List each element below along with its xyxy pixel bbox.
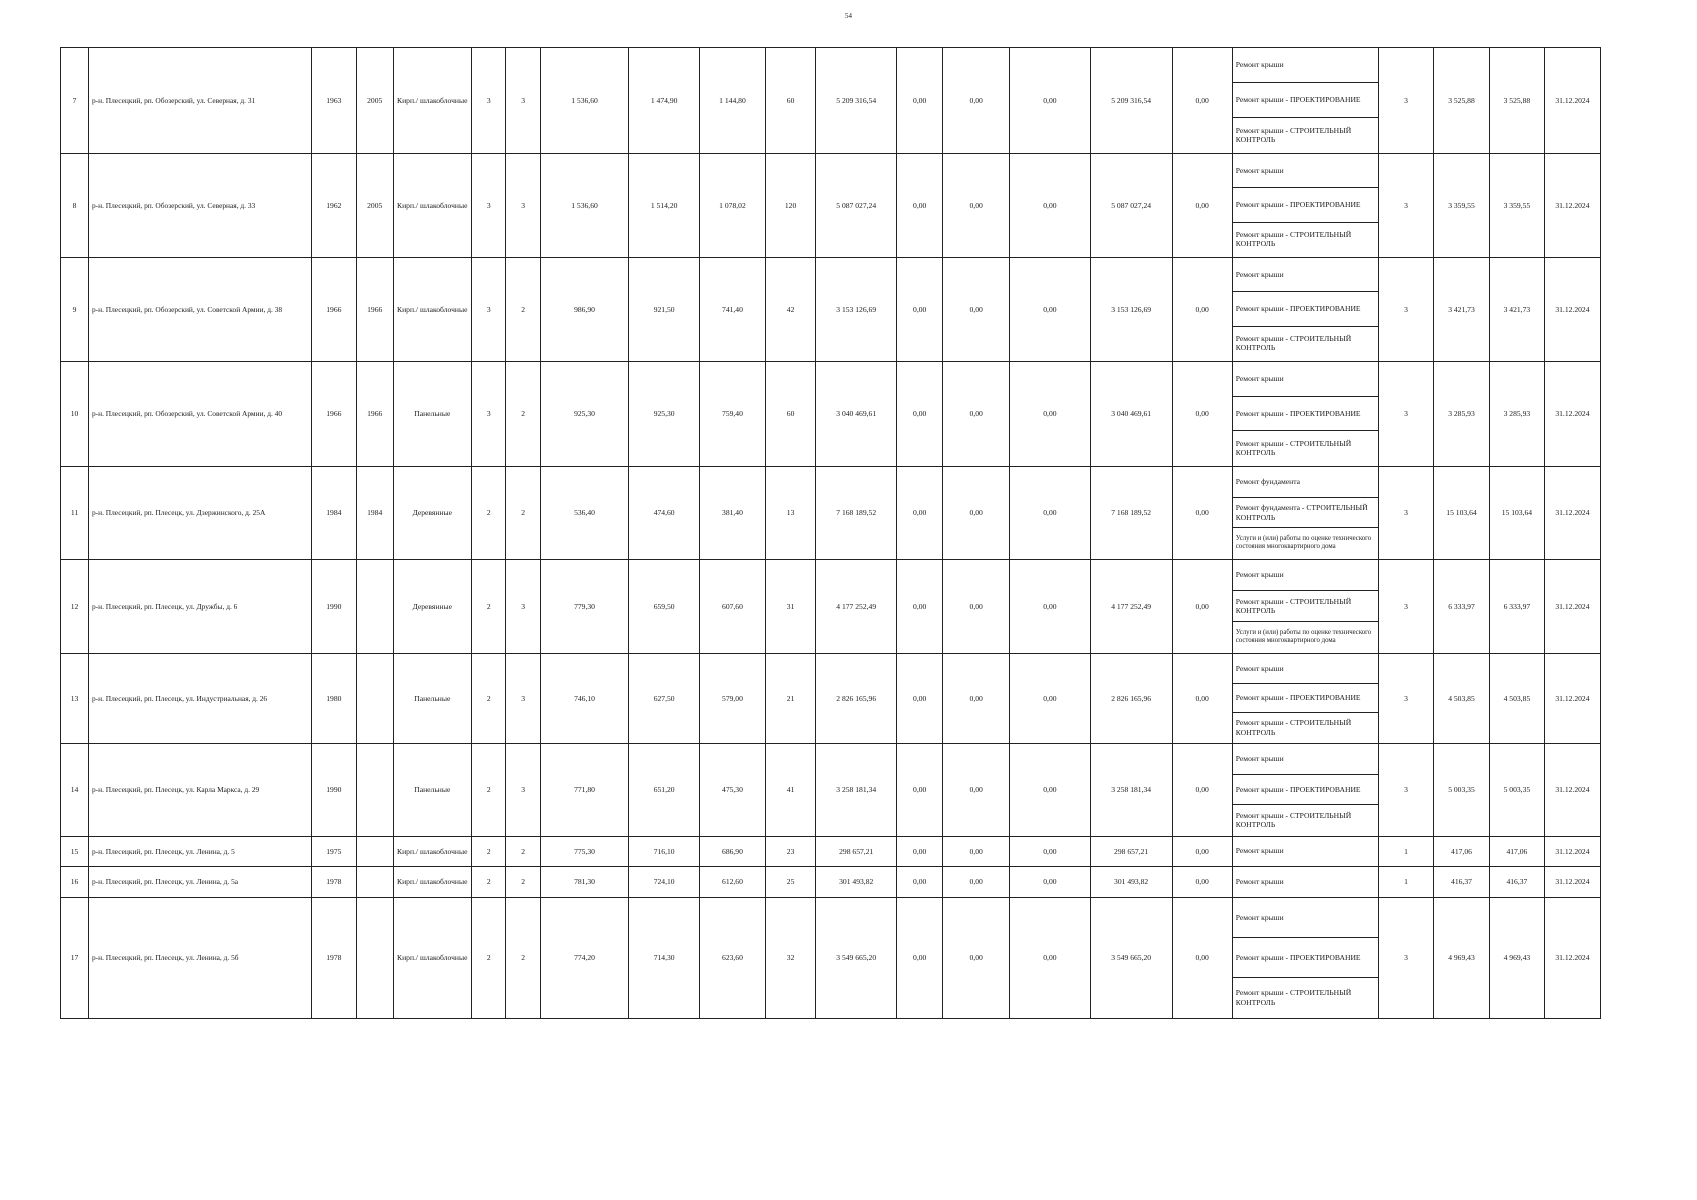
residents-cell: 60 (765, 362, 816, 467)
living-area-cell: 659,50 (629, 560, 700, 654)
living-area-cell: 925,30 (629, 362, 700, 467)
entrances-cell: 2 (506, 837, 540, 867)
total-cost-cell: 7 168 189,52 (816, 467, 897, 560)
year-renovation-cell: 1984 (356, 467, 393, 560)
fund-cell: 0,00 (897, 154, 943, 258)
wall-material-cell: Панельные (393, 744, 472, 837)
work-count-cell: 3 (1379, 654, 1434, 744)
wall-material-cell: Кирп./ шлакоблочные (393, 898, 472, 1019)
work-item: Ремонт крыши (1235, 754, 1284, 764)
work-count-cell: 3 (1379, 154, 1434, 258)
total-cost-cell: 3 258 181,34 (816, 744, 897, 837)
row-number: 7 (61, 48, 89, 154)
floors-cell: 2 (472, 898, 506, 1019)
owners-funds-cell: 3 549 665,20 (1090, 898, 1172, 1019)
residents-cell: 21 (765, 654, 816, 744)
year-built-cell: 1990 (311, 560, 356, 654)
regional-budget-cell: 0,00 (943, 744, 1010, 837)
year-renovation-cell (356, 867, 393, 898)
fund-cell: 0,00 (897, 48, 943, 154)
living-area-cell: 724,10 (629, 867, 700, 898)
residents-cell: 13 (765, 467, 816, 560)
floors-cell: 2 (472, 867, 506, 898)
address-cell: р-н. Плесецкий, рп. Плесецк, ул. Дружбы, д. 6 (88, 560, 311, 654)
work-item: Ремонт крыши - ПРОЕКТИРОВАНИЕ (1233, 774, 1378, 805)
local-budget-cell: 0,00 (1010, 867, 1091, 898)
owners-funds-cell: 2 826 165,96 (1090, 654, 1172, 744)
work-item: Ремонт крыши - СТРОИТЕЛЬНЫЙ КОНТРОЛЬ (1233, 712, 1378, 742)
private-area-cell: 1 144,80 (700, 48, 766, 154)
owners-funds-cell: 5 209 316,54 (1090, 48, 1172, 154)
row-number: 12 (61, 560, 89, 654)
local-budget-cell: 0,00 (1010, 48, 1091, 154)
max-unit-cost-cell: 417,06 (1489, 837, 1544, 867)
fund-cell: 0,00 (897, 560, 943, 654)
fund-cell: 0,00 (897, 898, 943, 1019)
year-renovation-cell (356, 898, 393, 1019)
work-count-cell: 3 (1379, 362, 1434, 467)
total-cost-cell: 3 549 665,20 (816, 898, 897, 1019)
work-item: Ремонт крыши - СТРОИТЕЛЬНЫЙ КОНТРОЛЬ (1233, 430, 1378, 465)
local-budget-cell: 0,00 (1010, 258, 1091, 362)
total-area-cell: 775,30 (540, 837, 628, 867)
table-row (61, 837, 1601, 867)
deadline-cell: 31.12.2024 (1544, 258, 1600, 362)
living-area-cell: 714,30 (629, 898, 700, 1019)
regional-budget-cell: 0,00 (943, 48, 1010, 154)
year-renovation-cell: 1966 (356, 258, 393, 362)
work-item: Ремонт фундамента (1235, 477, 1301, 487)
work-item: Услуги и (или) работы по оценке технического состояния многоквартирного дома (1233, 621, 1378, 652)
entrances-cell: 3 (506, 154, 540, 258)
fund-cell: 0,00 (897, 837, 943, 867)
entrances-cell: 2 (506, 362, 540, 467)
work-item: Ремонт крыши - СТРОИТЕЛЬНЫЙ КОНТРОЛЬ (1233, 326, 1378, 360)
wall-material-cell: Кирп./ шлакоблочные (393, 837, 472, 867)
owners-funds-cell: 4 177 252,49 (1090, 560, 1172, 654)
floors-cell: 2 (472, 654, 506, 744)
row-number: 10 (61, 362, 89, 467)
owners-funds-cell: 298 657,21 (1090, 837, 1172, 867)
work-item: Ремонт крыши (1235, 663, 1284, 673)
work-item: Ремонт крыши (1235, 912, 1284, 922)
works-cell (1232, 258, 1378, 362)
page-number: 54 (845, 12, 852, 20)
entrances-cell: 3 (506, 744, 540, 837)
deadline-cell: 31.12.2024 (1544, 837, 1600, 867)
other-funds-cell: 0,00 (1172, 898, 1232, 1019)
other-funds-cell: 0,00 (1172, 258, 1232, 362)
work-item: Ремонт крыши - ПРОЕКТИРОВАНИЕ (1233, 187, 1378, 221)
living-area-cell: 921,50 (629, 258, 700, 362)
residents-cell: 31 (765, 560, 816, 654)
unit-cost-cell: 417,06 (1434, 837, 1490, 867)
private-area-cell: 612,60 (700, 867, 766, 898)
deadline-cell: 31.12.2024 (1544, 362, 1600, 467)
local-budget-cell: 0,00 (1010, 654, 1091, 744)
year-built-cell: 1990 (311, 744, 356, 837)
living-area-cell: 627,50 (629, 654, 700, 744)
row-number: 13 (61, 654, 89, 744)
total-area-cell: 774,20 (540, 898, 628, 1019)
fund-cell: 0,00 (897, 258, 943, 362)
private-area-cell: 741,40 (700, 258, 766, 362)
works-cell (1232, 48, 1378, 154)
fund-cell: 0,00 (897, 744, 943, 837)
year-built-cell: 1963 (311, 48, 356, 154)
max-unit-cost-cell: 3 285,93 (1489, 362, 1544, 467)
local-budget-cell: 0,00 (1010, 467, 1091, 560)
year-built-cell: 1984 (311, 467, 356, 560)
works-cell (1232, 467, 1378, 560)
work-item: Ремонт крыши - СТРОИТЕЛЬНЫЙ КОНТРОЛЬ (1233, 222, 1378, 256)
year-built-cell: 1966 (311, 362, 356, 467)
floors-cell: 2 (472, 744, 506, 837)
residents-cell: 42 (765, 258, 816, 362)
total-cost-cell: 5 209 316,54 (816, 48, 897, 154)
entrances-cell: 3 (506, 560, 540, 654)
owners-funds-cell: 3 040 469,61 (1090, 362, 1172, 467)
work-item: Ремонт крыши (1235, 165, 1284, 175)
other-funds-cell: 0,00 (1172, 744, 1232, 837)
max-unit-cost-cell: 3 359,55 (1489, 154, 1544, 258)
work-count-cell: 3 (1379, 258, 1434, 362)
other-funds-cell: 0,00 (1172, 154, 1232, 258)
total-cost-cell: 301 493,82 (816, 867, 897, 898)
work-item: Услуги и (или) работы по оценке технического состояния многоквартирного дома (1233, 527, 1378, 558)
wall-material-cell: Деревянные (393, 560, 472, 654)
wall-material-cell: Кирп./ шлакоблочные (393, 154, 472, 258)
local-budget-cell: 0,00 (1010, 560, 1091, 654)
unit-cost-cell: 3 359,55 (1434, 154, 1490, 258)
local-budget-cell: 0,00 (1010, 898, 1091, 1019)
work-count-cell: 3 (1379, 744, 1434, 837)
year-built-cell: 1975 (311, 837, 356, 867)
year-built-cell: 1978 (311, 867, 356, 898)
regional-budget-cell: 0,00 (943, 560, 1010, 654)
table-row (61, 744, 1601, 837)
total-cost-cell: 2 826 165,96 (816, 654, 897, 744)
residents-cell: 32 (765, 898, 816, 1019)
wall-material-cell: Деревянные (393, 467, 472, 560)
row-number: 9 (61, 258, 89, 362)
work-item: Ремонт крыши - СТРОИТЕЛЬНЫЙ КОНТРОЛЬ (1233, 804, 1378, 835)
living-area-cell: 651,20 (629, 744, 700, 837)
works-cell (1232, 362, 1378, 467)
living-area-cell: 1 514,20 (629, 154, 700, 258)
address-cell: р-н. Плесецкий, рп. Плесецк, ул. Карла Маркса, д. 29 (88, 744, 311, 837)
row-number: 11 (61, 467, 89, 560)
total-cost-cell: 4 177 252,49 (816, 560, 897, 654)
total-cost-cell: 3 153 126,69 (816, 258, 897, 362)
work-item: Ремонт крыши (1235, 269, 1284, 279)
work-count-cell: 3 (1379, 467, 1434, 560)
floors-cell: 3 (472, 258, 506, 362)
table-row (61, 467, 1601, 560)
year-renovation-cell: 2005 (356, 154, 393, 258)
max-unit-cost-cell: 3 421,73 (1489, 258, 1544, 362)
total-cost-cell: 298 657,21 (816, 837, 897, 867)
year-renovation-cell: 1966 (356, 362, 393, 467)
fund-cell: 0,00 (897, 362, 943, 467)
other-funds-cell: 0,00 (1172, 560, 1232, 654)
works-cell (1232, 654, 1378, 744)
entrances-cell: 2 (506, 867, 540, 898)
floors-cell: 3 (472, 154, 506, 258)
deadline-cell: 31.12.2024 (1544, 48, 1600, 154)
wall-material-cell: Панельные (393, 362, 472, 467)
regional-budget-cell: 0,00 (943, 898, 1010, 1019)
wall-material-cell: Кирп./ шлакоблочные (393, 258, 472, 362)
address-cell: р-н. Плесецкий, рп. Обозерский, ул. Советской Армии, д. 38 (88, 258, 311, 362)
row-number: 14 (61, 744, 89, 837)
year-built-cell: 1980 (311, 654, 356, 744)
max-unit-cost-cell: 4 503,85 (1489, 654, 1544, 744)
regional-budget-cell: 0,00 (943, 654, 1010, 744)
work-item: Ремонт крыши - СТРОИТЕЛЬНЫЙ КОНТРОЛЬ (1233, 590, 1378, 621)
works-cell (1232, 898, 1378, 1019)
work-count-cell: 3 (1379, 898, 1434, 1019)
living-area-cell: 474,60 (629, 467, 700, 560)
private-area-cell: 579,00 (700, 654, 766, 744)
work-item: Ремонт крыши (1235, 846, 1284, 856)
total-area-cell: 746,10 (540, 654, 628, 744)
work-item: Ремонт крыши - ПРОЕКТИРОВАНИЕ (1233, 396, 1378, 431)
total-area-cell: 781,30 (540, 867, 628, 898)
total-area-cell: 1 536,60 (540, 48, 628, 154)
private-area-cell: 686,90 (700, 837, 766, 867)
regional-budget-cell: 0,00 (943, 867, 1010, 898)
works-cell (1232, 867, 1378, 898)
owners-funds-cell: 3 153 126,69 (1090, 258, 1172, 362)
work-item: Ремонт крыши - ПРОЕКТИРОВАНИЕ (1233, 82, 1378, 117)
residents-cell: 23 (765, 837, 816, 867)
year-renovation-cell (356, 744, 393, 837)
works-cell (1232, 154, 1378, 258)
address-cell: р-н. Плесецкий, рп. Обозерский, ул. Северная, д. 31 (88, 48, 311, 154)
floors-cell: 2 (472, 837, 506, 867)
local-budget-cell: 0,00 (1010, 154, 1091, 258)
row-number: 17 (61, 898, 89, 1019)
fund-cell: 0,00 (897, 467, 943, 560)
floors-cell: 2 (472, 560, 506, 654)
owners-funds-cell: 3 258 181,34 (1090, 744, 1172, 837)
table-row (61, 258, 1601, 362)
other-funds-cell: 0,00 (1172, 867, 1232, 898)
year-renovation-cell (356, 560, 393, 654)
unit-cost-cell: 6 333,97 (1434, 560, 1490, 654)
deadline-cell: 31.12.2024 (1544, 154, 1600, 258)
unit-cost-cell: 15 103,64 (1434, 467, 1490, 560)
other-funds-cell: 0,00 (1172, 654, 1232, 744)
local-budget-cell: 0,00 (1010, 744, 1091, 837)
owners-funds-cell: 301 493,82 (1090, 867, 1172, 898)
unit-cost-cell: 3 421,73 (1434, 258, 1490, 362)
work-item: Ремонт крыши (1235, 570, 1284, 580)
deadline-cell: 31.12.2024 (1544, 898, 1600, 1019)
fund-cell: 0,00 (897, 867, 943, 898)
deadline-cell: 31.12.2024 (1544, 560, 1600, 654)
work-count-cell: 3 (1379, 560, 1434, 654)
table-row (61, 560, 1601, 654)
total-area-cell: 779,30 (540, 560, 628, 654)
private-area-cell: 623,60 (700, 898, 766, 1019)
table-row (61, 48, 1601, 154)
address-cell: р-н. Плесецкий, рп. Плесецк, ул. Ленина, д. 5а (88, 867, 311, 898)
works-cell (1232, 744, 1378, 837)
work-count-cell: 1 (1379, 867, 1434, 898)
year-renovation-cell (356, 654, 393, 744)
address-cell: р-н. Плесецкий, рп. Плесецк, ул. Ленина, д. 5 (88, 837, 311, 867)
works-cell (1232, 560, 1378, 654)
address-cell: р-н. Плесецкий, рп. Обозерский, ул. Северная, д. 33 (88, 154, 311, 258)
local-budget-cell: 0,00 (1010, 362, 1091, 467)
total-cost-cell: 5 087 027,24 (816, 154, 897, 258)
year-built-cell: 1966 (311, 258, 356, 362)
work-item: Ремонт крыши - СТРОИТЕЛЬНЫЙ КОНТРОЛЬ (1233, 117, 1378, 152)
private-area-cell: 759,40 (700, 362, 766, 467)
unit-cost-cell: 416,37 (1434, 867, 1490, 898)
total-area-cell: 1 536,60 (540, 154, 628, 258)
wall-material-cell: Кирп./ шлакоблочные (393, 48, 472, 154)
other-funds-cell: 0,00 (1172, 467, 1232, 560)
owners-funds-cell: 5 087 027,24 (1090, 154, 1172, 258)
total-area-cell: 986,90 (540, 258, 628, 362)
residents-cell: 120 (765, 154, 816, 258)
work-count-cell: 3 (1379, 48, 1434, 154)
table-row (61, 154, 1601, 258)
total-cost-cell: 3 040 469,61 (816, 362, 897, 467)
row-number: 15 (61, 837, 89, 867)
address-cell: р-н. Плесецкий, рп. Обозерский, ул. Советской Армии, д. 40 (88, 362, 311, 467)
private-area-cell: 475,30 (700, 744, 766, 837)
row-number: 16 (61, 867, 89, 898)
regional-budget-cell: 0,00 (943, 467, 1010, 560)
year-renovation-cell (356, 837, 393, 867)
regional-budget-cell: 0,00 (943, 362, 1010, 467)
entrances-cell: 3 (506, 654, 540, 744)
wall-material-cell: Панельные (393, 654, 472, 744)
entrances-cell: 2 (506, 467, 540, 560)
residents-cell: 60 (765, 48, 816, 154)
repair-program-table (60, 47, 1601, 1019)
floors-cell: 2 (472, 467, 506, 560)
year-built-cell: 1978 (311, 898, 356, 1019)
deadline-cell: 31.12.2024 (1544, 467, 1600, 560)
work-item: Ремонт крыши (1235, 60, 1284, 70)
regional-budget-cell: 0,00 (943, 154, 1010, 258)
unit-cost-cell: 5 003,35 (1434, 744, 1490, 837)
work-count-cell: 1 (1379, 837, 1434, 867)
address-cell: р-н. Плесецкий, рп. Плесецк, ул. Индустриальная, д. 26 (88, 654, 311, 744)
year-built-cell: 1962 (311, 154, 356, 258)
work-item: Ремонт крыши (1235, 374, 1284, 384)
total-area-cell: 536,40 (540, 467, 628, 560)
work-item: Ремонт фундамента - СТРОИТЕЛЬНЫЙ КОНТРОЛЬ (1233, 497, 1378, 528)
entrances-cell: 3 (506, 48, 540, 154)
max-unit-cost-cell: 3 525,88 (1489, 48, 1544, 154)
total-area-cell: 925,30 (540, 362, 628, 467)
address-cell: р-н. Плесецкий, рп. Плесецк, ул. Ленина, д. 5б (88, 898, 311, 1019)
deadline-cell: 31.12.2024 (1544, 744, 1600, 837)
work-item: Ремонт крыши (1235, 876, 1284, 886)
max-unit-cost-cell: 5 003,35 (1489, 744, 1544, 837)
work-item: Ремонт крыши - ПРОЕКТИРОВАНИЕ (1233, 683, 1378, 713)
max-unit-cost-cell: 4 969,43 (1489, 898, 1544, 1019)
regional-budget-cell: 0,00 (943, 837, 1010, 867)
floors-cell: 3 (472, 362, 506, 467)
other-funds-cell: 0,00 (1172, 362, 1232, 467)
deadline-cell: 31.12.2024 (1544, 654, 1600, 744)
private-area-cell: 1 078,02 (700, 154, 766, 258)
table-row (61, 362, 1601, 467)
table-row (61, 867, 1601, 898)
regional-budget-cell: 0,00 (943, 258, 1010, 362)
max-unit-cost-cell: 6 333,97 (1489, 560, 1544, 654)
entrances-cell: 2 (506, 258, 540, 362)
year-renovation-cell: 2005 (356, 48, 393, 154)
unit-cost-cell: 3 525,88 (1434, 48, 1490, 154)
table-row (61, 654, 1601, 744)
unit-cost-cell: 4 503,85 (1434, 654, 1490, 744)
work-item: Ремонт крыши - ПРОЕКТИРОВАНИЕ (1233, 291, 1378, 325)
max-unit-cost-cell: 416,37 (1489, 867, 1544, 898)
other-funds-cell: 0,00 (1172, 48, 1232, 154)
entrances-cell: 2 (506, 898, 540, 1019)
living-area-cell: 716,10 (629, 837, 700, 867)
other-funds-cell: 0,00 (1172, 837, 1232, 867)
fund-cell: 0,00 (897, 654, 943, 744)
living-area-cell: 1 474,90 (629, 48, 700, 154)
row-number: 8 (61, 154, 89, 258)
floors-cell: 3 (472, 48, 506, 154)
work-item: Ремонт крыши - СТРОИТЕЛЬНЫЙ КОНТРОЛЬ (1233, 977, 1378, 1017)
owners-funds-cell: 7 168 189,52 (1090, 467, 1172, 560)
deadline-cell: 31.12.2024 (1544, 867, 1600, 898)
address-cell: р-н. Плесецкий, рп. Плесецк, ул. Дзержинского, д. 25А (88, 467, 311, 560)
work-item: Ремонт крыши - ПРОЕКТИРОВАНИЕ (1233, 937, 1378, 977)
total-area-cell: 771,80 (540, 744, 628, 837)
residents-cell: 25 (765, 867, 816, 898)
wall-material-cell: Кирп./ шлакоблочные (393, 867, 472, 898)
unit-cost-cell: 3 285,93 (1434, 362, 1490, 467)
private-area-cell: 607,60 (700, 560, 766, 654)
works-cell (1232, 837, 1378, 867)
unit-cost-cell: 4 969,43 (1434, 898, 1490, 1019)
table-row (61, 898, 1601, 1019)
local-budget-cell: 0,00 (1010, 837, 1091, 867)
max-unit-cost-cell: 15 103,64 (1489, 467, 1544, 560)
private-area-cell: 381,40 (700, 467, 766, 560)
residents-cell: 41 (765, 744, 816, 837)
